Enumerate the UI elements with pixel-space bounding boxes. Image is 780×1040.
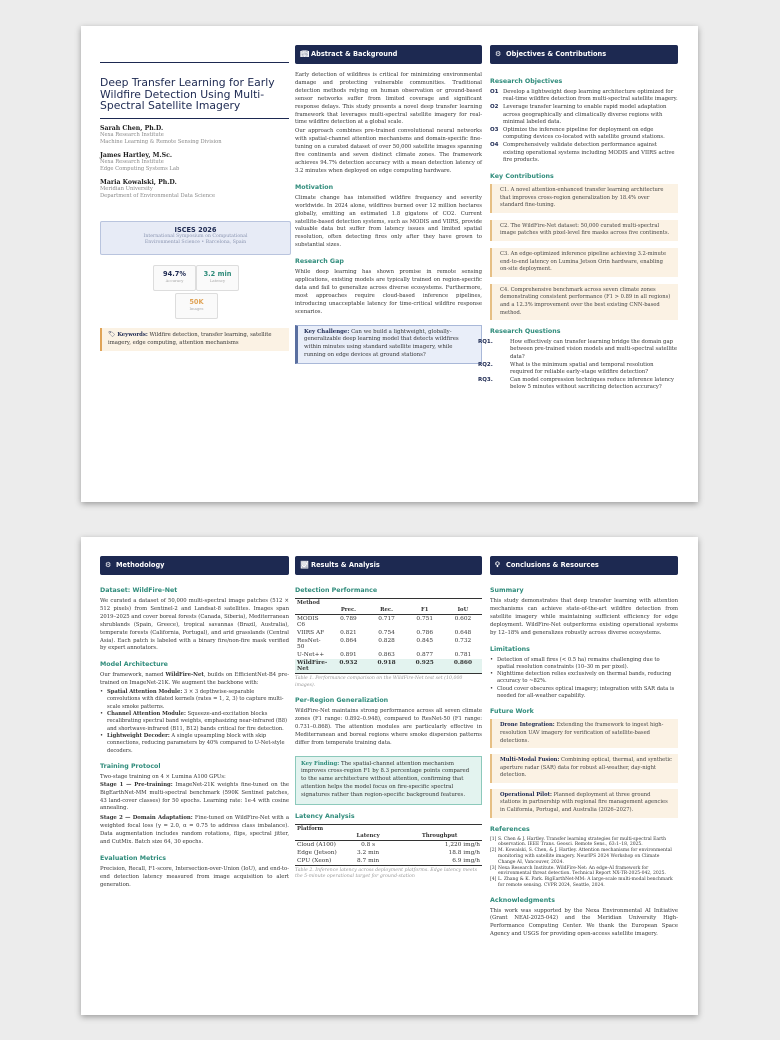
table-header: Method bbox=[297, 600, 320, 606]
architecture-item bbox=[100, 733, 289, 755]
motivation-title: Motivation bbox=[295, 183, 334, 191]
reference-text: M. Kowalski, S. Chen, & J. Hartley. Attention mechanisms for environmental monitoring with satellite imagery. NeurIPS 2024 Workshop on Climate Change AI, Vancouver, 2024. bbox=[498, 848, 672, 865]
architecture-item-text: A single upsampling block with skip connections, reducing parameters by 40% compared to U-Net-style decoders. bbox=[107, 732, 285, 754]
objectives-header bbox=[490, 45, 678, 64]
architecture-model-name: WildFire-Net bbox=[165, 672, 204, 679]
author-list bbox=[100, 125, 289, 200]
table-cell: 0.754 bbox=[378, 630, 395, 636]
evaluation-text: Precision, Recall, F1-score, Intersection-over-Union (IoU), and end-to-end detection latency measured from image acquisition to alert generation. bbox=[100, 865, 289, 888]
table-row bbox=[295, 651, 482, 659]
architecture-intro-end: , builds on EfficientNet-B4 pre-trained on ImageNet-21K. We augment the backbone with: bbox=[100, 672, 289, 687]
acknowledgments-title: Acknowledgments bbox=[490, 896, 555, 904]
title-underline bbox=[100, 118, 289, 119]
stat-latency bbox=[196, 265, 239, 291]
question-item bbox=[478, 339, 678, 361]
gear-icon: ⚙ bbox=[495, 50, 502, 58]
author-name: James Hartley, M.Sc. bbox=[100, 151, 173, 159]
stat-label: Accuracy bbox=[165, 278, 184, 283]
table-header-row bbox=[295, 599, 482, 615]
table-cell: 0.932 bbox=[339, 660, 358, 666]
table-cell: 18.8 img/h bbox=[448, 849, 480, 856]
reference-item bbox=[490, 837, 678, 848]
future-work-text: Extending the framework to ingest high-resolution UAV imagery for verification of satellite-based detections. bbox=[500, 722, 664, 744]
table-row bbox=[295, 857, 482, 866]
stage-2-text: Fine-tuned on WildFire-Net with a weighted focal loss (γ = 2.0, α = 0.75 to address class imbalance). Data augmentation includes random rotations, flips, spectral jitter, and CutMix. Batch size 64, 30 epochs. bbox=[100, 815, 289, 846]
keywords-box bbox=[100, 328, 289, 351]
table-cell: 0.891 bbox=[340, 652, 357, 658]
stat-accuracy bbox=[153, 265, 196, 291]
methodology-header bbox=[100, 556, 289, 575]
conclusions-header bbox=[490, 556, 678, 575]
objective-item bbox=[490, 127, 678, 141]
table-cell: 0.781 bbox=[454, 652, 472, 658]
abstract-header bbox=[295, 45, 482, 64]
future-work-text: Combining optical, thermal, and synthetic aperture radar (SAR) data for robust all-weather, day-night detection. bbox=[500, 757, 672, 779]
future-work-item bbox=[490, 789, 678, 818]
table-caption: Table 1. Performance comparison on the WildFire-Net test set (10,000 images). bbox=[295, 676, 463, 688]
question-item bbox=[478, 361, 678, 376]
objective-id: O2 bbox=[490, 104, 499, 111]
stat-label: Images bbox=[189, 306, 204, 311]
table-cell: 0.717 bbox=[378, 616, 395, 622]
architecture-intro bbox=[100, 672, 289, 688]
table-row bbox=[295, 840, 482, 849]
table-cell: 0.845 bbox=[416, 638, 434, 644]
future-work-text: Planned deployment at three ground stations in partnership with regional fire management agencies in California, Portugal, and Australia (2026–2027). bbox=[500, 791, 668, 814]
table-header: Latency bbox=[356, 832, 380, 839]
reference-item bbox=[490, 866, 678, 877]
contribution-item: C4. Comprehensive benchmark across seven climate zones demonstrating consistent performance (F1 > 0.89 in all regions) and a 12.3% improvement over the best existing CNN-based method. bbox=[490, 284, 678, 320]
table-cell: VIIRS AF bbox=[297, 630, 325, 636]
table-header: IoU bbox=[457, 607, 469, 613]
table-row bbox=[295, 637, 482, 651]
reference-item bbox=[490, 848, 678, 865]
key-finding-box bbox=[295, 756, 482, 805]
question-id: RQ1. bbox=[478, 339, 493, 346]
performance-table bbox=[295, 598, 482, 674]
stat-value: 3.2 min bbox=[203, 270, 232, 278]
author-department: Machine Learning & Remote Sensing Division bbox=[100, 138, 222, 145]
limitations-title: Limitations bbox=[490, 645, 530, 653]
table-cell: 0.751 bbox=[416, 616, 434, 622]
table-cell: 6.9 img/h bbox=[452, 857, 480, 864]
table-cell: 0.828 bbox=[378, 638, 395, 644]
contribution-item: C2. The WildFire-Net dataset: 50,000 curated multi-spectral image patches with pixel-level fire masks across five continents. bbox=[490, 220, 678, 241]
motivation-text: Climate change has intensified wildfire frequency and severity worldwide. In 2024 alone, wildfires burned over 12 million hectares globally, emitting an estimated 1.8 gigatons of CO2. Current satellite-based detection systems, such as MODIS and VIIRS, provide valuable data but suffer from latency issues and limited spatial resolution, often detecting fires only after they have grown to substantial sizes. bbox=[295, 194, 482, 249]
dataset-text: We curated a dataset of 50,000 multi-spectral image patches (512 × 512 pixels) from Sentinel-2 and Landsat-8 satellites. Images span 2019–2025 and cover boreal forests (Canada, Siberia), Mediterranean shrublands (Spain, Greece), tropical savannas (Brazil, Australia), temperate forests (California, Portugal), and arid grasslands (Central Asia). Each patch is labeled with a binary fire/non-fire mask verified by expert annotators. bbox=[100, 598, 289, 652]
author-name: Sarah Chen, Ph.D. bbox=[100, 124, 164, 132]
table-header: Throughput bbox=[421, 832, 458, 839]
objective-id: O1 bbox=[490, 89, 499, 95]
dataset-title: Dataset: WildFire-Net bbox=[100, 587, 178, 594]
objective-item bbox=[490, 142, 678, 164]
table-caption: Table 2. Inference latency across deployment platforms. Edge latency meets the 5-minute operational target for ground-station bbox=[295, 867, 477, 880]
methodology-header-label: Methodology bbox=[116, 561, 165, 569]
key-challenge-box bbox=[295, 325, 482, 364]
table-header: F1 bbox=[421, 607, 429, 613]
future-work-label: Operational Pilot: bbox=[500, 791, 552, 798]
future-work-label: Drone Integration: bbox=[500, 722, 555, 729]
keywords-label: Keywords: bbox=[117, 332, 148, 338]
future-work-list bbox=[490, 719, 678, 817]
research-gap-text: While deep learning has shown promise in remote sensing applications, existing models are typically trained on region-specific data and fail to generalize across diverse ecosystems. Furthermore, most approaches require cloud-based inference pipelines, introducing unacceptable latency for time-critical wildfire response scenarios. bbox=[295, 269, 482, 315]
author-department: Edge Computing Systems Lab bbox=[100, 165, 180, 172]
cogs-icon: ⚙ bbox=[105, 561, 112, 569]
table-row bbox=[295, 629, 482, 637]
objectives-column bbox=[478, 45, 678, 393]
objective-text: Develop a lightweight deep learning architecture optimized for real-time wildfire detection from multi-spectral satellite imagery. bbox=[503, 89, 678, 103]
table-cell: 0.732 bbox=[454, 638, 472, 644]
references-list bbox=[490, 837, 678, 889]
keywords-text: Wildfire detection, transfer learning, satellite imagery, edge computing, attention mechanisms bbox=[108, 332, 272, 346]
table-cell: 0.789 bbox=[340, 616, 357, 622]
question-id: RQ3. bbox=[478, 377, 493, 384]
future-work-title: Future Work bbox=[490, 708, 534, 716]
contributions-title: Key Contributions bbox=[490, 173, 554, 181]
future-work-item bbox=[490, 754, 678, 783]
abstract-column bbox=[295, 45, 482, 364]
table-cell: 0.863 bbox=[378, 652, 395, 658]
title-column bbox=[100, 62, 289, 200]
objective-item bbox=[490, 89, 678, 103]
table-cell: 3.2 min bbox=[357, 849, 380, 856]
table-cell: 1,220 img/h bbox=[444, 841, 480, 848]
author-block bbox=[100, 152, 289, 173]
tag-icon: 🏷︎ bbox=[108, 331, 116, 338]
training-stage-1 bbox=[100, 782, 289, 814]
table-header-row bbox=[295, 824, 482, 840]
limitation-item: • Nighttime detection relies exclusively on thermal bands, reducing accuracy to ~82%. bbox=[490, 671, 678, 686]
objective-id: O4 bbox=[490, 142, 499, 149]
results-column bbox=[295, 556, 482, 881]
future-work-label: Multi-Modal Fusion: bbox=[500, 757, 560, 764]
architecture-item bbox=[100, 689, 289, 711]
latency-title: Latency Analysis bbox=[295, 812, 355, 820]
performance-title: Detection Performance bbox=[295, 587, 378, 594]
table-row bbox=[295, 615, 482, 630]
table-cell: 0.821 bbox=[340, 630, 357, 636]
table-cell: Edge (Jetson) bbox=[297, 849, 337, 856]
table-header: Prec. bbox=[340, 607, 357, 613]
reference-number: [1] bbox=[490, 836, 497, 842]
abstract-header-label: Abstract & Background bbox=[311, 50, 398, 58]
question-item bbox=[478, 377, 678, 391]
conclusions-column bbox=[490, 556, 678, 939]
question-text: Can model compression techniques reduce inference latency below 5 minutes without sacrificing detection accuracy? bbox=[510, 377, 674, 391]
objective-text: Optimize the inference pipeline for deployment on edge computing devices co-located with satellite ground stations. bbox=[503, 127, 665, 141]
poster-page-2 bbox=[81, 537, 698, 1015]
table-cell: 0.864 bbox=[340, 638, 357, 644]
objectives-header-label: Objectives & Contributions bbox=[506, 50, 607, 58]
chart-icon: 📈︎ bbox=[300, 561, 309, 569]
architecture-item-text: Squeeze-and-excitation blocks recalibrating spectral band weights, emphasizing near-infrared (B8) and shortwave-infrared (B11, B12) bands critical for fire detection. bbox=[107, 711, 288, 732]
latency-table bbox=[295, 824, 482, 866]
training-stage-2 bbox=[100, 815, 289, 847]
author-affiliation: Nexa Research Institute bbox=[100, 158, 164, 165]
lightbulb-icon: 💡︎ bbox=[495, 561, 500, 569]
objectives-list bbox=[490, 89, 678, 164]
table-cell: 0.877 bbox=[416, 652, 434, 658]
architecture-item-label: Spatial Attention Module: bbox=[107, 689, 183, 696]
table-cell: 0.925 bbox=[415, 660, 434, 666]
table-row bbox=[295, 849, 482, 857]
author-name: Maria Kowalski, Ph.D. bbox=[100, 178, 177, 186]
methodology-column bbox=[100, 556, 289, 890]
stat-images bbox=[175, 293, 218, 319]
contribution-item: C3. An edge-optimized inference pipeline achieving 3.2-minute end-to-end latency on Lumina Jetson Orin hardware, enabling on-site deployment. bbox=[490, 248, 678, 277]
objective-item bbox=[490, 104, 678, 126]
table-cell: 0.860 bbox=[453, 660, 472, 666]
reference-item bbox=[490, 877, 678, 888]
reference-number: [3] bbox=[490, 865, 497, 871]
conference-line: International Symposium on Computational bbox=[143, 234, 248, 239]
contribution-item: C1. A novel attention-enhanced transfer learning architecture that improves cross-region generalization by 18.4% over standard fine-tuning. bbox=[490, 184, 678, 213]
architecture-list bbox=[100, 689, 289, 755]
author-affiliation: Meridian University bbox=[100, 185, 153, 192]
reference-number: [2] bbox=[490, 848, 497, 854]
questions-title: Research Questions bbox=[490, 328, 561, 336]
stage-2-label: Stage 2 — Domain Adaptation: bbox=[100, 815, 193, 822]
abstract-paragraph: Our approach combines pre-trained convolutional neural networks with spatial-channel attention mechanisms and domain-specific fine-tuning on a curated dataset of over 50,000 satellite images spanning five continents and seven distinct climate zones. The framework achieves 94.7% detection accuracy with a mean detection latency of 3.2 minutes when deployed on edge computing hardware. bbox=[295, 128, 482, 174]
key-challenge-text: Can we build a lightweight, globally-generalizable deep learning model that detects wildfires within minutes using standard satellite imagery, while running on edge devices at ground stations? bbox=[304, 328, 459, 358]
author-department: Department of Environmental Data Science bbox=[100, 192, 216, 199]
book-icon: 📖︎ bbox=[300, 50, 309, 58]
reference-text: Nexa Research Institute. WildFire-Net: An edge-AI framework for environmental threat detection. Technical Report NX-TR-2025-042, 2025. bbox=[498, 865, 666, 877]
reference-text: L. Zhang & K. Park. BigEarthNet-MM: A large-scale multi-modal benchmark for remote sensing. CVPR 2024, Seattle, 2024. bbox=[498, 877, 673, 888]
conference-location: Environmental Science • Barcelona, Spain bbox=[144, 240, 247, 245]
objective-text: Comprehensively validate detection performance against existing operational systems including MODIS and VIIRS active fire products. bbox=[503, 142, 675, 163]
author-block bbox=[100, 125, 289, 146]
reference-number: [4] bbox=[490, 877, 497, 883]
table-cell: MODIS C6 bbox=[297, 616, 319, 628]
abstract-paragraph: Early detection of wildfires is critical for minimizing environmental damage and protecting vulnerable communities. Traditional detection methods relying on human observation or ground-based sensor networks suffer from limited coverage and significant response delays. This study presents a novel deep transfer learning framework that leverages multi-spectral satellite imagery for real-time wildfire detection at a global scale. bbox=[295, 72, 482, 126]
architecture-item-label: Lightweight Decoder: bbox=[107, 732, 170, 739]
table-cell: WildFire-Net bbox=[297, 660, 328, 672]
results-header bbox=[295, 556, 482, 575]
table-cell: U-Net++ bbox=[297, 652, 325, 658]
table-row-highlight bbox=[295, 659, 482, 674]
objective-id: O3 bbox=[490, 127, 499, 134]
table-header: Platform bbox=[297, 825, 324, 832]
question-id: RQ2. bbox=[478, 361, 493, 368]
architecture-intro-start: Our framework, named bbox=[100, 672, 166, 679]
stat-value: 50K bbox=[189, 298, 204, 306]
stage-1-label: Stage 1 — Pre-training: bbox=[100, 781, 173, 788]
table-cell: 0.918 bbox=[377, 660, 396, 666]
key-finding-label: Key Finding: bbox=[301, 760, 340, 767]
table-header: Rec. bbox=[380, 607, 393, 613]
acknowledgments-text: This work was supported by the Nexa Environmental AI Initiative (Grant NEAI-2025-042) and the Meridian University High-Performance Computing Center. We thank the European Space Agency and USGS for providing open-access satellite imagery. bbox=[490, 907, 678, 938]
table-cell: 8.7 min bbox=[357, 857, 380, 864]
architecture-item-text: 3 × 3 depthwise-separable convolutions with dilated kernels (rates = 1, 2, 3) to capture multi-scale smoke patterns. bbox=[107, 689, 284, 710]
evaluation-title: Evaluation Metrics bbox=[100, 854, 167, 862]
table-cell: 0.648 bbox=[454, 630, 472, 636]
key-finding-text: The spatial-channel attention mechanism improves cross-region F1 by 8.3 percentage points compared to the same architecture without attention, confirming that attention helps the model focus on fire-specific spectral signatures rather than region-specific background features. bbox=[301, 760, 470, 798]
results-header-label: Results & Analysis bbox=[311, 561, 380, 569]
architecture-item bbox=[100, 711, 289, 733]
table-cell: CPU (Xeon) bbox=[297, 857, 332, 864]
training-intro: Two-stage training on 4 × Lumina A100 GPUs: bbox=[100, 773, 226, 780]
conference-box bbox=[100, 221, 291, 255]
architecture-item-label: Channel Attention Module: bbox=[107, 711, 186, 718]
summary-title: Summary bbox=[490, 587, 524, 594]
objective-text: Leverage transfer learning to enable rapid model adaptation across geographically and climatically diverse regions with minimal labeled data. bbox=[503, 104, 667, 125]
objectives-title: Research Objectives bbox=[490, 78, 563, 85]
table-cell: ResNet-50 bbox=[297, 638, 321, 650]
conclusions-header-label: Conclusions & Resources bbox=[506, 561, 599, 569]
question-text: What is the minimum spatial and temporal resolution required for reliable early-stage wildfire detection? bbox=[510, 361, 654, 375]
region-text: WildFire-Net maintains strong performance across all seven climate zones (F1 range: 0.892–0.948), compared to ResNet-50 (F1 range: 0.731–0.868). The attention modules are particularly effective in Mediterranean and boreal regions where smoke dispersion patterns differ from temperate training data. bbox=[295, 708, 482, 746]
contributions-list bbox=[490, 184, 678, 320]
table-cell: 0.8 s bbox=[361, 841, 376, 848]
references-title: References bbox=[490, 825, 530, 833]
table-cell: Cloud (A100) bbox=[297, 841, 336, 848]
table-cell: 0.786 bbox=[416, 630, 434, 636]
reference-text: S. Chen & J. Hartley. Transfer learning strategies for multi-spectral Earth observation. IEEE Trans. Geosci. Remote Sens., 63:1–18, 2025. bbox=[498, 836, 666, 848]
stat-label: Latency bbox=[209, 278, 226, 283]
table-cell: 0.602 bbox=[454, 616, 472, 622]
future-work-item bbox=[490, 719, 678, 748]
title-rule bbox=[100, 62, 289, 63]
limitation-item: • Detection of small fires (< 0.5 ha) remains challenging due to spatial resolution constraints (10–30 m per pixel). bbox=[490, 657, 678, 672]
key-challenge-label: Key Challenge: bbox=[304, 328, 350, 335]
questions-list bbox=[478, 339, 678, 391]
stage-1-text: ImageNet-21K weights fine-tuned on the BigEarthNet-MM multi-spectral benchmark (590K Sentinel patches, 43 land-cover classes) for 50 epochs. Learning rate: 1e-4 with cosine annealing. bbox=[100, 781, 289, 812]
stat-value: 94.7% bbox=[163, 270, 186, 278]
conference-name: ISCES 2026 bbox=[174, 226, 217, 234]
summary-text: This study demonstrates that deep transfer learning with attention mechanisms can achieve state-of-the-art wildfire detection from satellite imagery while maintaining sufficient efficiency for edge deployment. WildFire-Net outperforms existing operational systems by 12–18% and generalizes robustly across diverse ecosystems. bbox=[490, 598, 678, 636]
author-affiliation: Nexa Research Institute bbox=[100, 131, 164, 138]
architecture-title: Model Architecture bbox=[100, 661, 168, 669]
paper-title: Deep Transfer Learning for Early Wildfire Detection Using Multi-Spectral Satellite Imagery bbox=[100, 76, 275, 112]
region-title: Per-Region Generalization bbox=[295, 697, 389, 704]
research-gap-title: Research Gap bbox=[295, 258, 344, 266]
training-title: Training Protocol bbox=[100, 762, 161, 770]
author-block bbox=[100, 179, 289, 200]
question-text: How effectively can transfer learning bridge the domain gap between pre-trained vision models and multi-spectral satellite data? bbox=[510, 339, 678, 360]
limitations-list bbox=[490, 657, 678, 701]
poster-page-1 bbox=[81, 26, 698, 502]
limitation-item: • Cloud cover obscures optical imagery; integration with SAR data is needed for all-weather capability. bbox=[490, 686, 678, 701]
